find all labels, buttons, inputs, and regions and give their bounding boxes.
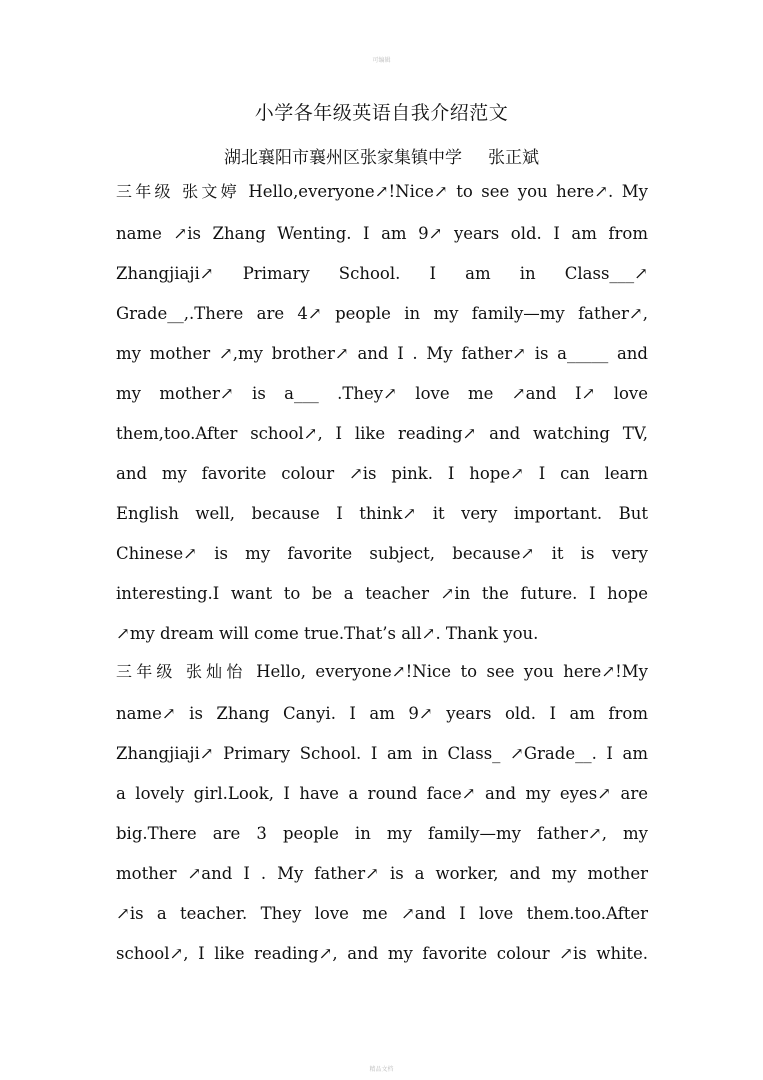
author-location: 湖北襄阳市襄州区张家集镇中学 (224, 148, 462, 168)
essay2-line-4: a lovely girl.Look, I have a round face↗ and my eyes↗ are (116, 784, 648, 803)
essay2-text: Hello, everyone↗!Nice to see you here↗!My (256, 662, 648, 681)
watermark-bottom: 精品文档 (369, 1066, 394, 1073)
essay2-line-5: big.There are 3 people in my family—my father↗, my (116, 824, 648, 843)
essay2-line-1 (116, 661, 648, 683)
author-name: 张正斌 (488, 148, 539, 168)
essay2-label: 三年级 张灿怡 (116, 662, 247, 681)
essay2-line-3: Zhangjiaji↗ Primary School. I am in Class_ ↗Grade__. I am (116, 744, 648, 763)
document-title: 小学各年级英语自我介绍范文 (254, 102, 509, 124)
essay1-line-5: my mother ↗,my brother↗ and I . My father↗ is a_____ and (116, 344, 648, 363)
essay1-line-6: my mother↗ is a___ .They↗ love me ↗and I↗ love (116, 384, 648, 403)
essay1-text: Hello,everyone↗!Nice↗ to see you here↗. My (248, 182, 648, 201)
essay1-line-1 (116, 181, 648, 203)
essay1-line-4: Grade__,.There are 4↗ people in my family—my father↗, (116, 304, 648, 323)
essay2-line-6: mother ↗and I . My father↗ is a worker, and my mother (116, 864, 648, 883)
essay1-line-10: Chinese↗ is my favorite subject, because↗ it is very (116, 544, 648, 563)
essay2-line-8: school↗, I like reading↗, and my favorite colour ↗is white. (116, 944, 648, 963)
essay1-line-11: interesting.I want to be a teacher ↗in the future. I hope (116, 584, 648, 603)
author-line (0, 143, 763, 168)
essay1-line-3: Zhangjiaji↗ Primary School. I am in Class___↗ (116, 264, 648, 283)
essay1-line-8: and my favorite colour ↗is pink. I hope↗ I can learn (116, 464, 648, 483)
essay2-line-7: ↗is a teacher. They love me ↗and I love them.too.After (116, 904, 648, 923)
watermark-top: 可编辑 (372, 57, 391, 64)
essay1-line-9: English well, because I think↗ it very important. But (116, 504, 648, 523)
essay1-label: 三年级 张文婷 (116, 182, 240, 201)
essay1-line-2: name ↗is Zhang Wenting. I am 9↗ years old. I am from (116, 224, 648, 243)
essay2-line-2: name↗ is Zhang Canyi. I am 9↗ years old. I am from (116, 704, 648, 723)
essay1-line-7: them,too.After school↗, I like reading↗ and watching TV, (116, 424, 648, 443)
essay1-line-12: ↗my dream will come true.That’s all↗. Thank you. (116, 624, 539, 643)
